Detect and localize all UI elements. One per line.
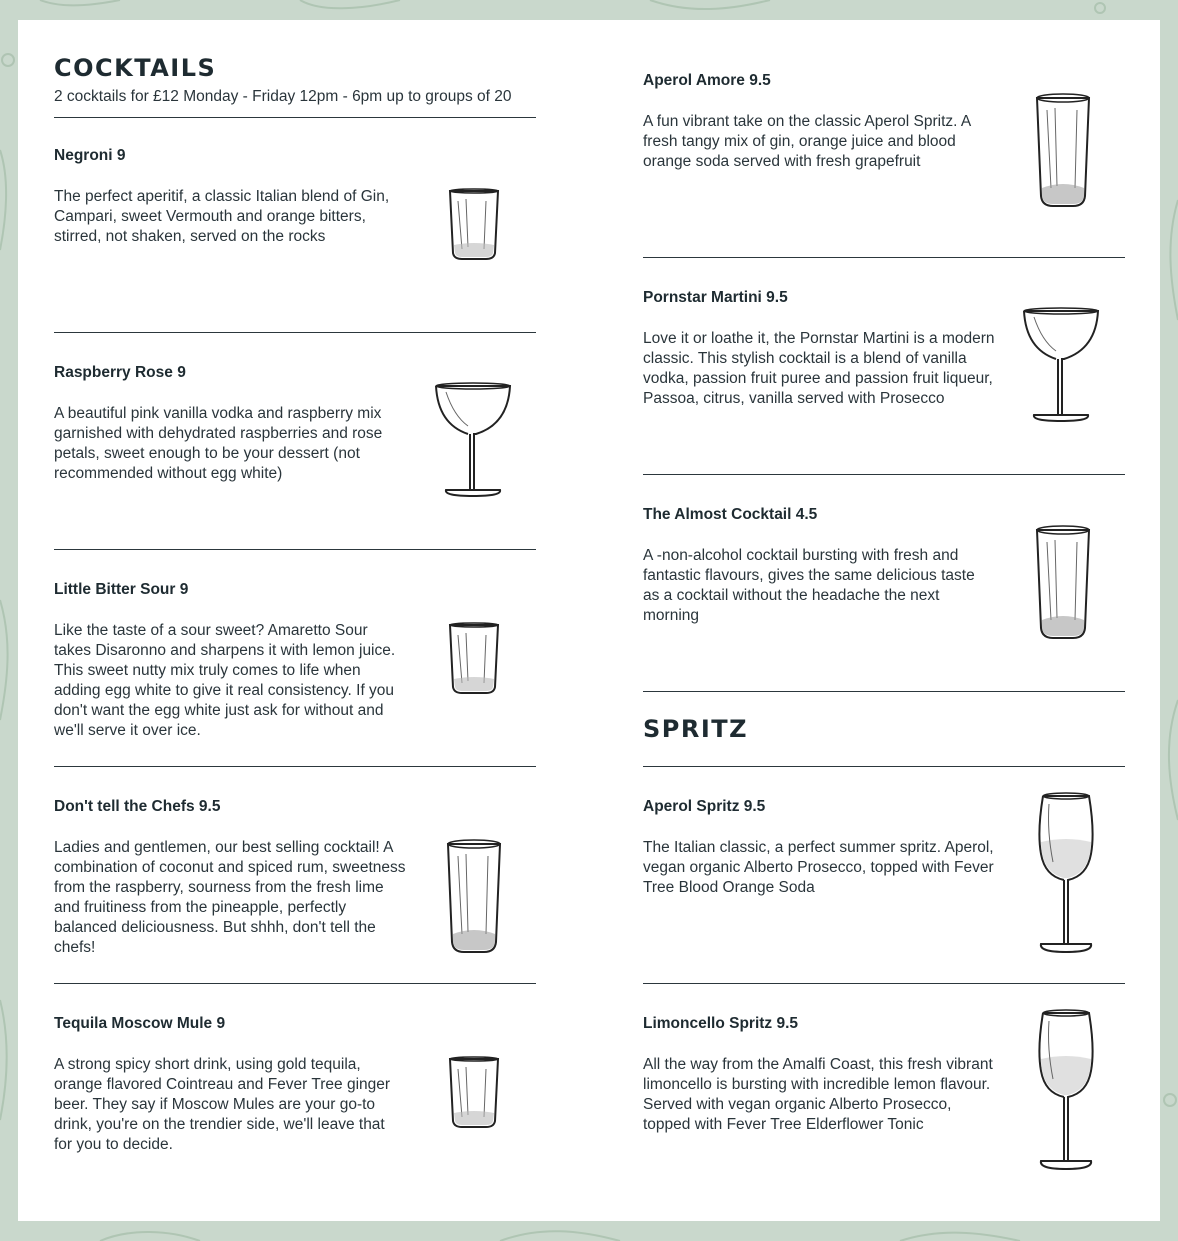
item-description: A beautiful pink vanilla vodka and raspberry mix garnished with dehydrated raspberries and rose petals, sweet enough to be your dessert (not recommended without egg white) (54, 405, 383, 482)
item-title: Aperol Amore 9.5 (643, 72, 771, 89)
offer-text: 2 cocktails for £12 Monday - Friday 12pm - 6pm up to groups of 20 (54, 88, 512, 105)
tumbler-glass-icon (446, 1055, 502, 1131)
item-title: Don't tell the Chefs 9.5 (54, 798, 221, 815)
menu-page (18, 20, 1160, 1221)
item-description: The Italian classic, a perfect summer spritz. Aperol, vegan organic Alberto Prosecco, topped with Fever Tree Blood Orange Soda (643, 839, 994, 896)
divider (643, 691, 1125, 692)
divider (643, 983, 1125, 984)
menu-item (643, 72, 1125, 252)
tumbler-glass-icon (446, 621, 502, 697)
menu-item (643, 506, 1125, 686)
item-title: Raspberry Rose 9 (54, 364, 186, 381)
item-description: All the way from the Amalfi Coast, this fresh vibrant limoncello is bursting with incredible lemon flavour. Served with vegan organic Alberto Prosecco, topped with Fever Tree Elderflower Tonic (643, 1056, 993, 1133)
item-description: A -non-alcohol cocktail bursting with fresh and fantastic flavours, gives the same delicious taste as a cocktail without the headache the next morning (643, 547, 975, 624)
divider (54, 983, 536, 984)
menu-item (54, 147, 536, 327)
item-description: The perfect aperitif, a classic Italian blend of Gin, Campari, sweet Vermouth and orange bitters, stirred, not shaken, served on the rocks (54, 188, 390, 245)
item-title: Pornstar Martini 9.5 (643, 289, 788, 306)
item-description: A strong spicy short drink, using gold tequila, orange flavored Cointreau and Fever Tree ginger beer. They say if Moscow Mules are your go-to drink, you're on the trendier side, we'll leave that for you to decide. (54, 1056, 391, 1153)
menu-item (643, 289, 1125, 469)
item-title: Tequila Moscow Mule 9 (54, 1015, 226, 1032)
tumbler-glass-icon (446, 187, 502, 263)
menu-item (643, 1015, 1125, 1195)
divider (643, 474, 1125, 475)
wine-glass-icon (1037, 792, 1095, 960)
item-title: Aperol Spritz 9.5 (643, 798, 766, 815)
divider (54, 117, 536, 118)
item-description: A fun vibrant take on the classic Aperol Spritz. A fresh tangy mix of gin, orange juice and blood orange soda served with fresh grapefruit (643, 113, 971, 170)
divider (54, 549, 536, 550)
wine-glass-icon (1037, 1009, 1095, 1177)
menu-item (643, 798, 1125, 978)
cocktails-heading: COCKTAILS (54, 54, 217, 82)
divider (643, 766, 1125, 767)
divider (54, 332, 536, 333)
item-title: The Almost Cocktail 4.5 (643, 506, 818, 523)
spritz-heading: SPRITZ (643, 715, 749, 743)
menu-item (54, 364, 536, 544)
highball-glass-icon (1033, 92, 1093, 210)
menu-item (54, 798, 536, 978)
item-description: Love it or loathe it, the Pornstar Martini is a modern classic. This stylish cocktail is a blend of vanilla vodka, passion fruit puree and passion fruit liqueur, Passoa, citrus, vanilla served with Prosecco (643, 330, 995, 407)
coupe-glass-icon (1020, 307, 1102, 427)
divider (643, 257, 1125, 258)
item-description: Ladies and gentlemen, our best selling cocktail! A combination of coconut and spiced rum, sweetness from the raspberry, sourness from the fresh lime and fruitiness from the pineapple, perfectly balanced deliciousness. But shhh, don't tell the chefs! (54, 839, 406, 956)
item-title: Limoncello Spritz 9.5 (643, 1015, 799, 1032)
menu-item (54, 581, 536, 761)
menu-item (54, 1015, 536, 1195)
coupe-glass-icon (432, 382, 514, 502)
highball-glass-icon (1033, 524, 1093, 642)
divider (54, 766, 536, 767)
item-title: Negroni 9 (54, 147, 126, 164)
highball-glass-icon (444, 838, 504, 956)
item-title: Little Bitter Sour 9 (54, 581, 189, 598)
item-description: Like the taste of a sour sweet? Amaretto Sour takes Disaronno and sharpens it with lemon juice. This sweet nutty mix truly comes to life when adding egg white to give it real consistency. If you don't want the egg white just ask for without and we'll serve it over ice. (54, 622, 396, 739)
